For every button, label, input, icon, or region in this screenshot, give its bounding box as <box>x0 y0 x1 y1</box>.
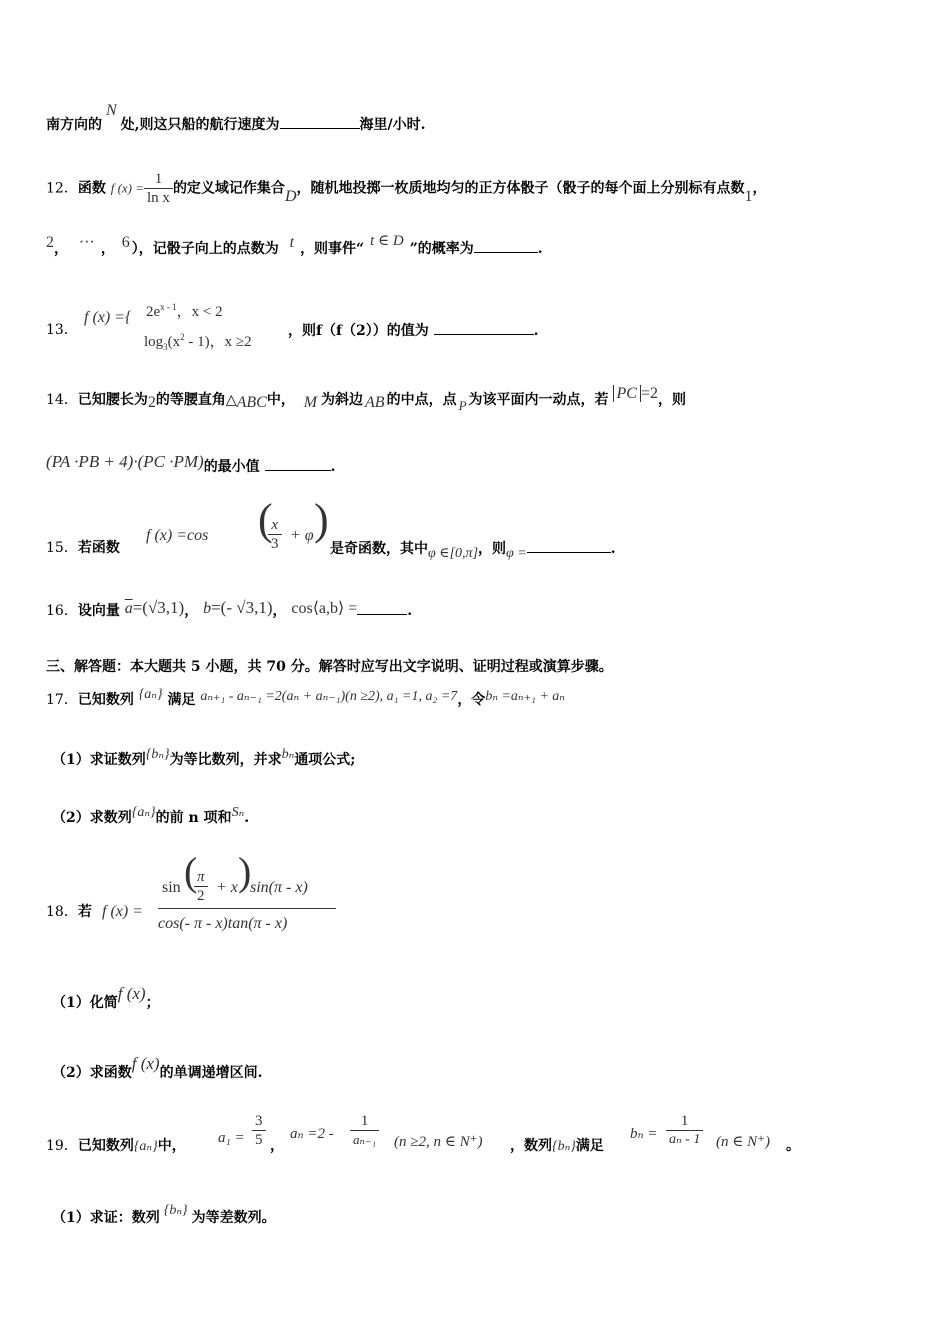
q15-text2: 是奇函数，其中 <box>330 541 428 557</box>
q12-text1: 函数 <box>77 180 106 197</box>
q16-vec-b: b <box>203 600 212 617</box>
q14-ab: AB <box>365 394 385 411</box>
q13-end: . <box>533 323 539 339</box>
q12-blank[interactable] <box>474 238 538 253</box>
q18-num-frac <box>194 868 208 905</box>
q19-seq-b: {bₙ} <box>552 1139 576 1154</box>
q19-an-num: 1 <box>350 1112 379 1131</box>
q17-p1-end: 通项公式; <box>294 752 356 768</box>
q19-part1 <box>52 1203 276 1229</box>
q15-frac-den: 3 <box>271 536 279 552</box>
q15-text3: ，则 <box>478 541 507 557</box>
q12-number: 12． <box>46 180 78 197</box>
q19-text4: 满足 <box>575 1138 604 1154</box>
q17-p1-text: 为等比数列，并求 <box>169 752 282 768</box>
q19-comma: ， <box>270 1138 284 1154</box>
q14-text4: 为斜边 <box>321 392 364 408</box>
q18-text1: 若 <box>77 904 92 920</box>
q19-text2: 中， <box>157 1138 186 1154</box>
q12-dots: ··· <box>78 234 95 251</box>
q18-head <box>46 902 92 922</box>
q12-end: . <box>537 241 543 257</box>
q19-a1: a₁ = <box>218 1130 245 1146</box>
q12-line1 <box>46 170 767 207</box>
q12-set-d: D <box>284 187 297 205</box>
q13-case1: $2e^{x - 1}$，x < 2 <box>146 302 223 320</box>
q13-blank[interactable] <box>434 320 534 335</box>
q18-num-sin2: sin(π - x) <box>250 879 308 896</box>
q16-blank[interactable] <box>357 600 407 615</box>
q18-number: 18． <box>46 904 78 920</box>
q15-tail <box>330 538 616 560</box>
q14-eq2: =2 <box>640 385 659 402</box>
q18-fx: f (x) = <box>102 903 143 920</box>
q18-part2 <box>52 1054 263 1083</box>
q18-p1-label: （1）化简 <box>52 995 118 1011</box>
q16-cos: cos⟨a,b⟩ = <box>291 600 358 617</box>
q12-frac-num: 1 <box>144 170 173 189</box>
q12-one: 1 <box>744 187 753 205</box>
q15-blank[interactable] <box>527 538 611 553</box>
q17-condition: aₙ₊₁ - aₙ₋₁ =2(aₙ + aₙ₋₁)(n ≥2), a₁ =1, a₂ =7 <box>200 689 458 704</box>
q13-ask: f（f（2）） <box>316 323 387 339</box>
q14-text1: 已知腰长为 <box>77 392 148 408</box>
q15-fx: f (x) =cos <box>146 527 209 544</box>
q16-a-val: =(√3,1) <box>132 598 185 617</box>
q19-a1-den: 5 <box>255 1132 263 1148</box>
q14-text2: 的等腰直角△ <box>155 392 237 408</box>
q19-an-cond: (n ≥2, n ∈ N⁺) <box>394 1134 483 1150</box>
q13-number: 13． <box>46 322 78 338</box>
q15-rparen: ) <box>314 495 329 544</box>
q14-text8: 的最小值 <box>203 459 260 475</box>
q12-two: 2 <box>46 234 54 251</box>
q19-a1-frac <box>252 1112 266 1149</box>
q15-frac-num: x <box>268 516 282 535</box>
q16-comma2: ， <box>272 603 287 619</box>
q18-frac-den: 2 <box>197 888 205 904</box>
q12-fx: f (x) = <box>110 180 145 196</box>
q12-text5: ，则事件“ <box>300 241 365 257</box>
q18-p1-f: f (x) <box>117 984 146 1003</box>
q18-p2-f: f (x) <box>131 1054 160 1073</box>
q12-six: 6 <box>121 234 130 251</box>
q14-number: 14． <box>46 392 78 408</box>
q18-lparen: ( <box>184 849 198 894</box>
q14-blank[interactable] <box>265 456 331 471</box>
q19-p1-end: 为等差数列。 <box>191 1210 276 1226</box>
q19-an-frac <box>350 1112 379 1149</box>
q11-line <box>46 102 426 135</box>
q17-p2-end: . <box>244 810 250 826</box>
q17-p1-bn2: bₙ <box>281 747 295 762</box>
q14-abc: ABC <box>236 394 267 411</box>
q12-text6: ”的概率为 <box>409 241 474 257</box>
q19-bn-num: 1 <box>666 1112 703 1131</box>
q11-blank[interactable] <box>280 114 360 129</box>
q19-mid <box>510 1136 604 1157</box>
q12-event: t ∈ D <box>370 233 404 249</box>
q12-comma: ， <box>752 180 767 197</box>
q16-vec-a: $\overline{a}$ <box>124 600 133 617</box>
q12-t: t <box>289 234 295 251</box>
q14-end: . <box>330 459 336 475</box>
q17-p2-text: 的前 n 项和 <box>155 810 232 826</box>
q14-expr1: (PA ·PB + 4) <box>46 452 134 471</box>
q14-expr2: ·(PC ·PM) <box>133 452 204 471</box>
section-title: 三、解答题：本大题共 5 小题，共 70 分。解答时应写出文字说明、证明过程或演算步骤。 <box>46 659 613 675</box>
q13-tail <box>288 320 539 341</box>
q17-text3: ，令 <box>457 692 486 708</box>
q14-text5: 的中点，点 <box>386 392 457 408</box>
q18-numerator <box>158 849 336 909</box>
q14-text3: 中， <box>266 392 295 408</box>
q12-text2: 的定义域记作集合 <box>172 180 285 197</box>
q12-frac-den: ln x <box>147 190 170 206</box>
q16-comma: ， <box>184 603 199 619</box>
q19-bn-cond: (n ∈ N⁺) <box>716 1134 771 1150</box>
q17-number: 17． <box>46 692 78 708</box>
q12-line2 <box>46 233 543 259</box>
q17-text1: 已知数列 <box>77 692 134 708</box>
q19-bn-frac <box>666 1112 703 1149</box>
q19-a1-num: 3 <box>252 1112 266 1131</box>
q12-text4: ），记骰子向上的点数为 <box>131 241 279 257</box>
q12-c3: ， <box>100 241 115 257</box>
q17-p2-label: （2）求数列 <box>52 810 132 826</box>
q18-num-plus: + x <box>216 879 238 896</box>
q18-denominator: cos(- π - x)tan(π - x) <box>158 915 288 932</box>
q13-line <box>46 296 539 352</box>
q15-lparen: ( <box>258 495 273 544</box>
q19-end: 。 <box>786 1138 800 1154</box>
q15-number: 15． <box>46 540 78 556</box>
q18-p1-end: ； <box>145 995 160 1011</box>
q18-part1 <box>52 984 160 1013</box>
q19-an-def: aₙ =2 - <box>290 1126 334 1142</box>
q12-text3: ，随机地投掷一枚质地均匀的正方体骰子（骰子的每个面上分别标有点数 <box>296 180 745 197</box>
q15-end: . <box>610 541 616 557</box>
q19-bn-def: bₙ = <box>630 1126 658 1142</box>
q11-var: N <box>106 102 117 119</box>
q15-plus: + φ <box>290 527 314 544</box>
q19-text3: ，数列 <box>510 1138 552 1154</box>
q14-line2 <box>46 452 336 477</box>
q15-fraction <box>268 516 282 553</box>
q19-p1-label: （1）求证：数列 <box>52 1210 160 1226</box>
q18-p2-label: （2）求函数 <box>52 1065 132 1081</box>
q14-line1 <box>46 385 687 413</box>
q14-text7: ，则 <box>658 392 687 408</box>
q17-part1 <box>52 747 356 771</box>
q17-part2 <box>52 805 250 829</box>
q17-line <box>46 687 565 711</box>
q14-two: 2 <box>147 394 156 411</box>
q13-text2: 的值为 <box>386 323 429 339</box>
q18-rparen: ) <box>238 849 252 894</box>
q17-text2: 满足 <box>167 692 196 708</box>
q17-p1-bn: {bₙ} <box>145 747 170 762</box>
q15-text1: 若函数 <box>77 540 120 556</box>
q19-bn-den: aₙ - 1 <box>669 1132 701 1147</box>
q13-fx: f (x) ={ <box>84 309 132 326</box>
q17-p1-label: （1）求证数列 <box>52 752 146 768</box>
q16-number: 16． <box>46 603 78 619</box>
q12-fraction <box>144 170 173 207</box>
q18-p2-end: 的单调递增区间. <box>159 1065 263 1081</box>
q17-seq-a: {aₙ} <box>138 687 163 702</box>
q18-frac-num: π <box>194 868 208 887</box>
q16-line <box>46 600 412 621</box>
q13-case2: $\log_3(x^2 - 1)$，x ≥2 <box>144 332 252 352</box>
q13-text1: ，则 <box>288 323 316 339</box>
q19-seq-a: {aₙ} <box>133 1139 158 1154</box>
q19-p1-bn: {bₙ} <box>163 1203 188 1218</box>
q15-phi: φ = <box>506 546 527 561</box>
q14-m: M <box>303 394 318 411</box>
q11-unit: 海里/小时. <box>359 117 426 133</box>
q16-end: . <box>407 603 413 619</box>
q19-text1: 已知数列 <box>77 1138 134 1154</box>
q15-line <box>46 495 616 570</box>
q16-text1: 设向量 <box>77 603 120 619</box>
q14-text6: 为该平面内一动点，若 <box>468 392 609 408</box>
q18-num-sin: sin <box>162 879 181 896</box>
q14-p: P <box>458 398 467 413</box>
q17-bn-def: bₙ =aₙ₊₁ + aₙ <box>485 689 565 704</box>
q16-b-val: =(- √3,1) <box>211 598 273 617</box>
q12-c2: ， <box>54 241 68 257</box>
q11-post: 处,则这只船的航行速度为 <box>120 117 280 133</box>
q17-p2-an: {aₙ} <box>131 805 156 820</box>
q15-cond: φ ∈[0,π] <box>428 546 479 561</box>
q11-pre: 南方向的 <box>46 117 102 133</box>
q19-head <box>46 1136 186 1157</box>
q19-number: 19． <box>46 1138 78 1154</box>
q19-an-den: aₙ₋₁ <box>353 1132 377 1147</box>
q17-p2-sn: Sₙ <box>231 805 245 820</box>
q14-pc: PC <box>613 385 641 402</box>
